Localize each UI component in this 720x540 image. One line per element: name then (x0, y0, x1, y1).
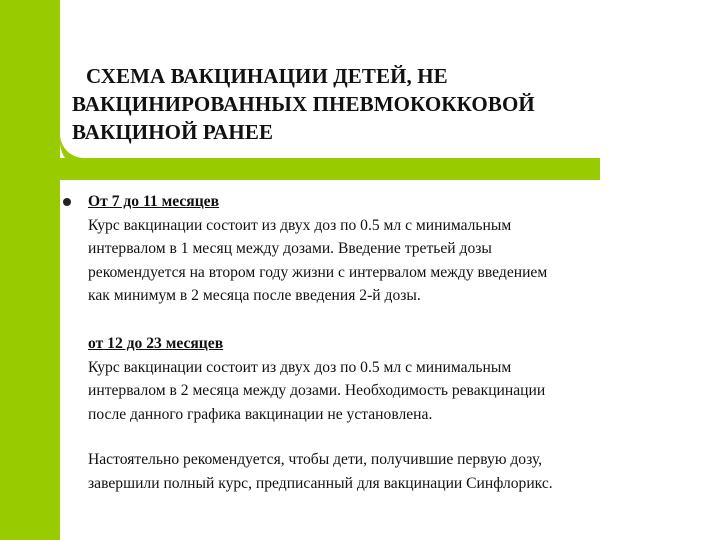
section-heading: от 12 до 23 месяцев (88, 334, 224, 352)
title-line: ВАКЦИНИРОВАННЫХ ПНЕВМОКОККОВОЙ (72, 92, 535, 116)
body-line: интервалом в 1 месяц между дозами. Введение третьей дозы (88, 240, 492, 258)
slide-title (72, 62, 632, 146)
bullet-icon (63, 198, 71, 206)
body-line: интервалом в 2 месяца между дозами. Необходимость ревакцинации (88, 382, 546, 400)
left-accent-band (0, 0, 60, 540)
title-line: ВАКЦИНОЙ РАНЕЕ (72, 120, 274, 144)
body-line: Курс вакцинации состоит из двух доз по 0.5 мл с минимальным (88, 216, 512, 234)
section-7-11-months (88, 190, 698, 308)
section-heading: От 7 до 11 месяцев (88, 193, 220, 210)
body-line: завершили полный курс, предписанный для вакцинации Синфлорикс. (88, 474, 553, 492)
title-divider-bar (18, 158, 600, 180)
body-line: как минимум в 2 месяца после введения 2-й дозы. (88, 287, 421, 305)
slide-body (88, 190, 698, 496)
title-line: СХЕМА ВАКЦИНАЦИИ ДЕТЕЙ, НЕ (86, 64, 448, 88)
section-12-23-months (88, 332, 698, 426)
body-line: после данного графика вакцинации не установлена. (88, 405, 433, 423)
recommendation (88, 448, 698, 495)
body-line: рекомендуется на втором году жизни с интервалом между введением (88, 263, 548, 281)
body-line: Курс вакцинации состоит из двух доз по 0.5 мл с минимальным (88, 358, 512, 376)
body-line: Настоятельно рекомендуется, чтобы дети, получившие первую дозу, (88, 451, 543, 469)
